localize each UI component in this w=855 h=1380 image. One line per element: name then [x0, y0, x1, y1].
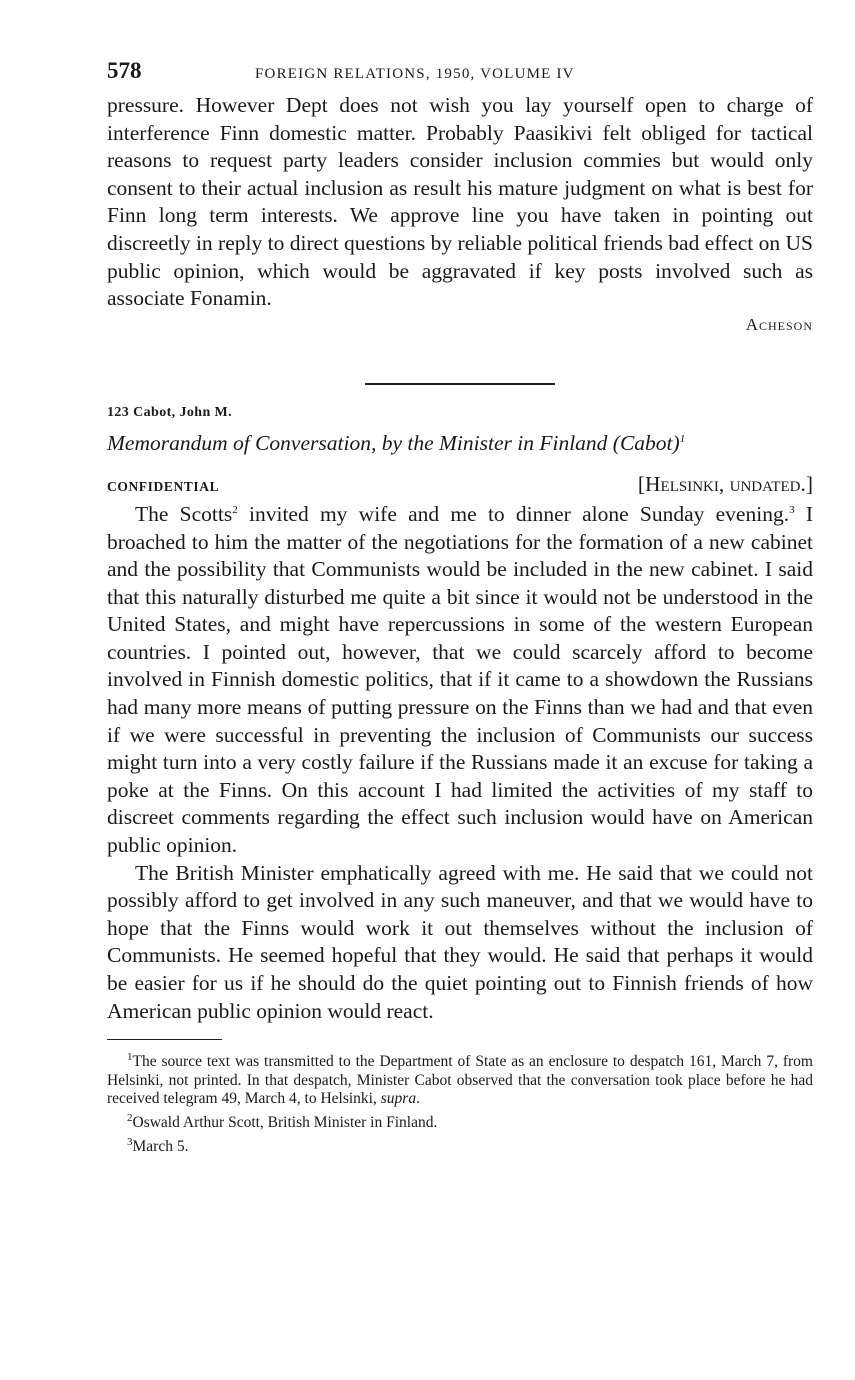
body-text: I broached to him the matter of the negotiations for the formation of a new cabinet and the possibility that Communists would be included in the new cabinet. I said that this naturally disturbed me quite a bit since it would not be understood in the United States, and might have repercussions in some of the western European countries. I pointed out, however, that we could scarcely afford to become involved in Finnish domestic politics, that if it came to a showdown the Russians had many more means of putting pressure on the Finns than we had and that even if we were successful in preventing the inclusion of Communists our success might turn into a very costly failure if the Russians made it an excuse for taking a poke at the Finns. On this account I had limited the activities of my staff to discreet comments regarding the effect such inclusion would have on American public opinion.: [107, 501, 813, 858]
footnote-text: March 5.: [132, 1137, 189, 1155]
dateline: [Helsinki, undated.]: [637, 471, 813, 496]
footnote: [107, 1133, 813, 1157]
footnote-mark: 1: [127, 1051, 133, 1064]
running-title: FOREIGN RELATIONS, 1950, VOLUME IV: [255, 66, 575, 82]
body-text: The Scotts: [135, 501, 233, 526]
body-paragraph: The British Minister emphatically agreed with me. He said that we could not possibly afford to get involved in any such maneuver, and that we would have to hope that the Finns would work it out themselves without the inclusion of Communists. He seemed hopeful that they would. He said that perhaps it would be easier for us if he should do the quiet pointing out to Finnish friends of how American public opinion would react.: [107, 860, 813, 1023]
document-title-text: Memorandum of Conversation, by the Minister in Finland (Cabot): [107, 430, 680, 455]
classification-line: [107, 472, 813, 497]
classification-marking: CONFIDENTIAL: [107, 478, 220, 494]
footnote-text: Oswald Arthur Scott, British Minister in Finland.: [132, 1114, 438, 1131]
previous-document-text: pressure. However Dept does not wish you lay yourself open to charge of interference Finn domestic matter. Probably Paasikivi felt obliged for tactical reasons to request party leaders consider inclusion commies but would only consent to their actual inclusion as result his mature judgment on what is best for Finn long term interests. We approve line you have taken in pointing out discreetly in reply to direct questions by reliable political friends bad effect on US public opinion, which would be aggravated if key posts involved such as associate Fonamin.: [107, 93, 813, 311]
footnote: [107, 1048, 813, 1109]
footnote: [107, 1109, 813, 1133]
signature: Acheson: [745, 314, 813, 334]
footnote-ref: 1: [679, 432, 686, 445]
file-reference: 123 Cabot, John M.: [107, 404, 233, 420]
footnote-ref: 3: [789, 503, 795, 516]
footnote-mark: 2: [127, 1111, 133, 1124]
footnote-rule: [107, 1039, 222, 1040]
footnote-text: The source text was transmitted to the Department of State as an enclosure to despatch 161, March 7, from Helsinki, not printed. In that despatch, Minister Cabot observed that the conversation took place before he had received telegram 49, March 4, to Helsinki,: [107, 1053, 813, 1108]
footnote-mark: 3: [127, 1135, 133, 1148]
footnote-italic: supra: [380, 1090, 417, 1108]
footnote-ref: 2: [232, 503, 238, 516]
body-paragraph: [107, 497, 813, 860]
section-divider: [365, 383, 555, 385]
footnote-text: .: [416, 1090, 420, 1108]
document-title: [107, 431, 813, 456]
page-header: [107, 58, 813, 92]
page-number: 578: [107, 58, 142, 83]
document-page: [107, 58, 813, 1156]
body-text: invited my wife and me to dinner alone Sunday evening.: [237, 501, 790, 526]
